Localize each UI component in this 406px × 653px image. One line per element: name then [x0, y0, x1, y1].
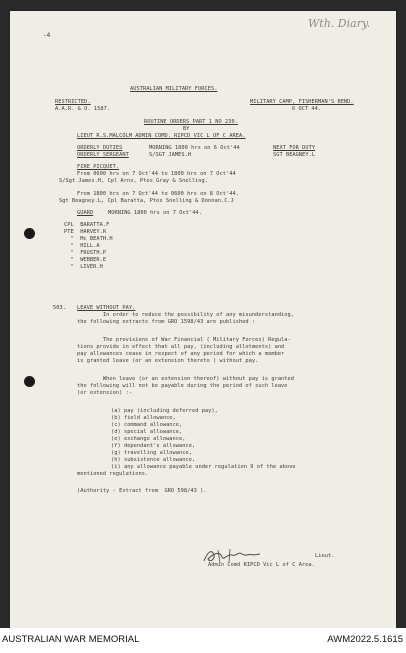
archive-footer [0, 628, 406, 653]
footer-accession-number: AWM2022.5.1615 [327, 634, 403, 645]
list-tail: mentioned regulations. [77, 471, 149, 477]
paragraph-line: the following will not be payable during the period of such leave [77, 383, 288, 389]
orderly-sergeant-label: ORDERLY SERGEANT [77, 152, 129, 158]
item-number: 503. [53, 305, 66, 311]
document-date: 6 OCT 44. [292, 106, 322, 112]
document-title: AUSTRALIAN MILITARY FORCES. [130, 86, 218, 92]
restricted-label: RESTRICTED. [55, 99, 91, 105]
fire-picquet-label: FIRE PICQUET. [77, 164, 120, 170]
fire-picquet-line-1: From 0600 hrs on 7 Oct'44 to 1800 hrs on 7 Oct'44 [77, 171, 236, 177]
punch-hole-top [24, 228, 35, 239]
paragraph-line: pay allowances cease in respect of any period for which a member [77, 351, 285, 357]
fire-picquet-line-2: S/Sgt James.H, Cpl Arns, Ptes Gray & Snelling. [59, 178, 208, 184]
signature-rank: Lieut. [315, 553, 335, 559]
reference-number: A.A.R. & O. 1587. [55, 106, 111, 112]
footer-institution: AUSTRALIAN WAR MEMORIAL [2, 634, 140, 645]
allowance-item: (d) special allowance, [111, 429, 183, 435]
paragraph-line: is granted leave (or an extension thereto ) without pay. [77, 358, 259, 364]
guard-list-item: " HILL.A [64, 243, 100, 249]
corner-annotation: -4 [43, 32, 51, 39]
guard-list-item: " FROSTH.P [64, 250, 107, 256]
fire-picquet-line-3: From 1800 hrs on 7 Oct'44 to 0600 hrs on 8 Oct'44. [77, 191, 239, 197]
fire-picquet-line-4: Sgt Beagney.L, Cpl Baratta, Ptes Snelling & Donnan.C.J [59, 198, 234, 204]
signature-title: Admin Comd RIPCD Vic L of C Area. [208, 562, 315, 568]
guard-list-item: " Mc BEATH.H [64, 236, 113, 242]
paragraph-line: the following extracts from GRO 1598/43 are published : [77, 319, 256, 325]
allowance-item: (i) any allowance payable under regulation 9 of the above [111, 464, 296, 470]
allowance-item: (h) subsistence allowance, [111, 457, 196, 463]
paragraph-line: When leave (or an extension thereof) without pay is granted [77, 376, 295, 382]
guard-list-item: " LIVER.H [64, 264, 103, 270]
allowance-item: (g) travelling allowance, [111, 450, 192, 456]
location: MILITARY CAMP, FISHERMAN'S BEND. [250, 99, 354, 105]
document-page [10, 11, 396, 628]
guard-list-item: " WEBBER.E [64, 257, 107, 263]
orders-title: ROUTINE ORDERS PART 1 NO 230. [144, 119, 238, 125]
authority-line: (Authority - Extract from GRO 598/43 ). [77, 488, 207, 494]
orderly-sergeant-next: SGT BEAGNEY.L [273, 152, 316, 158]
orderly-duties-label: ORDERLY DUTIES [77, 145, 123, 151]
orderly-duties-time: MORNING 1800 hrs on 6 Oct'44 [149, 145, 240, 151]
paragraph-line: (or extension) :- [77, 390, 133, 396]
guard-label: GUARD [77, 210, 94, 216]
guard-time: MORNING 1800 hrs on 7 Oct'44. [108, 210, 202, 216]
guard-list-item: CPL BARATTA.F [64, 222, 110, 228]
allowance-item: (e) exchange allowance, [111, 436, 186, 442]
orderly-sergeant-name: S/SGT JAMES.H [149, 152, 192, 158]
handwritten-note: Wth. Diary. [308, 17, 371, 30]
item-title: LEAVE WITHOUT PAY. [77, 305, 136, 311]
allowance-item: (f) dependant's allowance, [111, 443, 196, 449]
guard-list-item: PTE HARVEY.R [64, 229, 107, 235]
paragraph-line: tions provide in effect that all pay, (including allotments) and [77, 344, 285, 350]
by-label: BY [183, 126, 190, 132]
commander: LIEUT R.S.MALCOLM ADMIN COMD. RIPCD VIC L OF C AREA. [77, 133, 246, 139]
allowance-item: (b) field allowance, [111, 415, 176, 421]
allowance-item: (a) pay (including deferred pay), [111, 408, 218, 414]
paragraph-line: In order to reduce the possibility of any misunderstanding, [77, 312, 295, 318]
paragraph-line: The provisions of War Financial ( Military Forces) Regula- [77, 337, 291, 343]
allowance-item: (c) command allowance, [111, 422, 183, 428]
next-for-duty-label: NEXT FOR DUTY [273, 145, 316, 151]
punch-hole-bottom [24, 376, 35, 387]
